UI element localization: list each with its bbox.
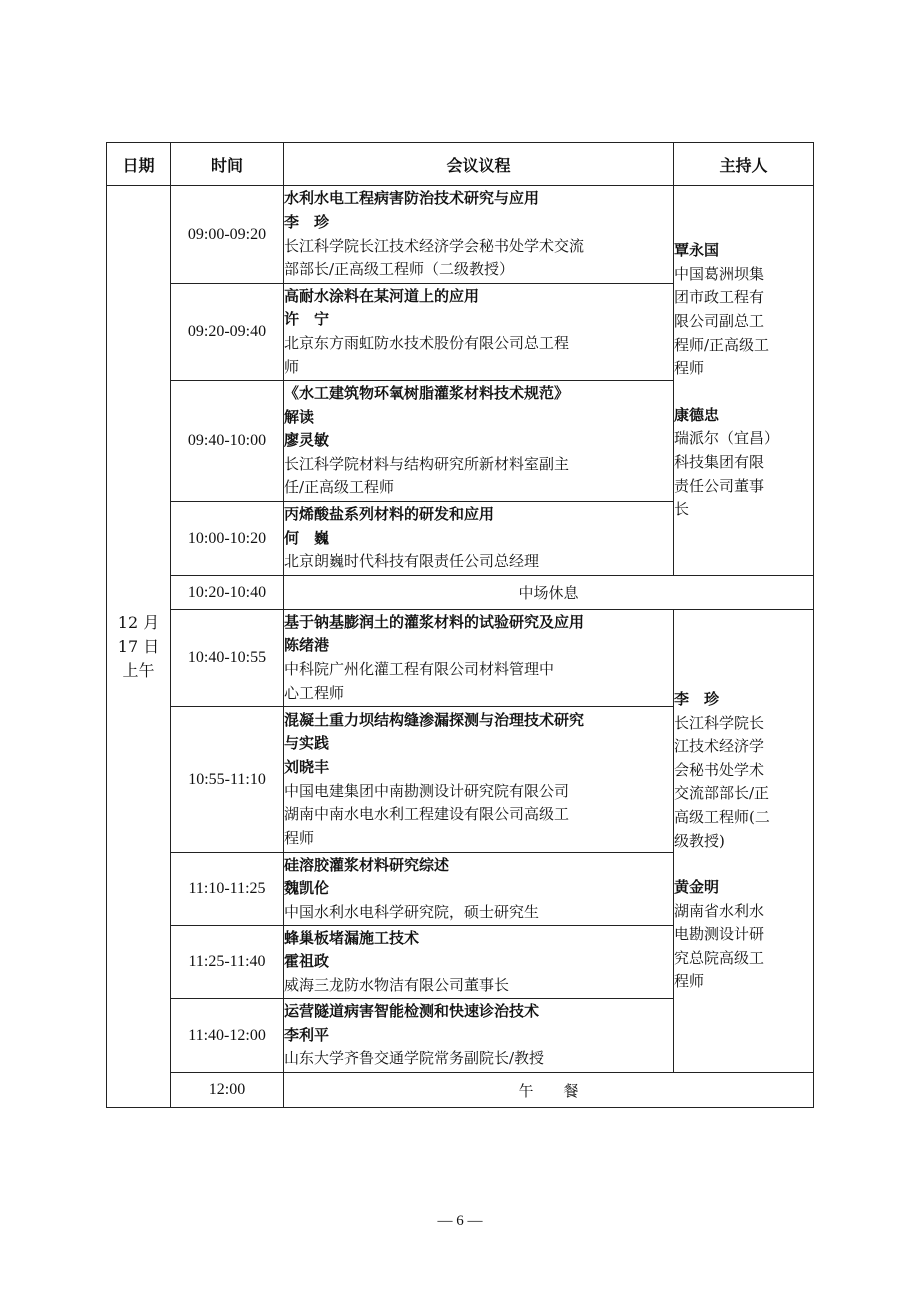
speaker-affiliation: 威海三龙防水物洁有限公司董事长 [284, 975, 510, 994]
talk-title: 《水工建筑物环氧树脂灌浆材料技术规范》 [284, 384, 570, 403]
host-cell [674, 186, 814, 576]
speaker-name: 何 巍 [284, 528, 330, 547]
host-title: 究总院高级工 [674, 948, 765, 967]
speaker-name: 魏凯伦 [284, 879, 330, 898]
talk-cell [284, 707, 674, 853]
talk-cell [284, 502, 674, 576]
talk-cell [284, 853, 674, 926]
header-time: 时间 [171, 143, 284, 186]
speaker-affiliation: 长江科学院材料与结构研究所新材料室副主 [284, 454, 570, 473]
time-cell: 09:20-09:40 [171, 284, 284, 381]
host-name: 黄金明 [674, 878, 720, 897]
host-title: 会秘书处学术 [674, 760, 765, 779]
date-period: 上午 [122, 660, 155, 680]
talk-title: 混凝土重力坝结构缝渗漏探测与治理技术研究 [284, 710, 585, 729]
speaker-name: 霍祖政 [284, 952, 330, 971]
time-cell: 10:00-10:20 [171, 502, 284, 576]
host-title: 湖南省水利水 [674, 901, 765, 920]
host-title: 程师 [674, 972, 705, 991]
lunch-row [107, 1073, 814, 1108]
talk-cell [284, 284, 674, 381]
speaker-affiliation: 北京东方雨虹防水技术股份有限公司总工程 [284, 334, 570, 352]
talk-cell [284, 926, 674, 999]
header-host: 主持人 [674, 143, 814, 186]
table-row [107, 186, 814, 284]
break-row [107, 576, 814, 610]
talk-title: 运营隧道病害智能检测和快速诊治技术 [284, 1002, 540, 1021]
speaker-name: 李利平 [284, 1025, 330, 1044]
host-title: 级教授) [674, 831, 725, 850]
speaker-affiliation: 山东大学齐鲁交通学院常务副院长/教授 [284, 1049, 545, 1068]
page-number: — 6 — [437, 1213, 483, 1229]
host-name: 康德忠 [674, 405, 720, 424]
time-cell: 11:40-12:00 [171, 999, 284, 1073]
speaker-affiliation: 任/正高级工程师 [284, 478, 395, 497]
header-row [107, 143, 814, 186]
talk-cell [284, 381, 674, 502]
speaker-name: 李 珍 [284, 212, 330, 231]
host-title: 程师 [674, 359, 705, 378]
header-date: 日期 [107, 143, 171, 186]
talk-cell [284, 999, 674, 1073]
date-day: 17 日 [117, 636, 160, 656]
host-name: 李 珍 [674, 689, 720, 708]
break-time: 10:20-10:40 [171, 576, 284, 610]
break-label: 中场休息 [284, 576, 814, 610]
speaker-name: 许 宁 [284, 310, 330, 329]
host-title: 责任公司董事 [674, 476, 765, 495]
speaker-name: 刘晓丰 [284, 757, 330, 776]
talk-title: 与实践 [284, 734, 330, 753]
table-row [107, 610, 814, 707]
header-agenda: 会议议程 [284, 143, 674, 186]
host-name: 覃永国 [674, 241, 720, 260]
talk-title: 解读 [284, 407, 315, 426]
agenda-table [106, 142, 814, 1108]
time-cell: 10:40-10:55 [171, 610, 284, 707]
speaker-affiliation: 中国水利水电科学研究院，硕士研究生 [284, 902, 540, 921]
host-title: 高级工程师(二 [674, 807, 770, 826]
host-title: 交流部部长/正 [674, 784, 770, 803]
talk-title: 高耐水涂料在某河道上的应用 [284, 286, 480, 305]
speaker-name: 陈绪港 [284, 636, 330, 655]
speaker-name: 廖灵敏 [284, 431, 330, 450]
host-title: 中国葛洲坝集 [674, 264, 765, 283]
host-title: 程师/正高级工 [674, 335, 770, 354]
date-month: 12 月 [117, 612, 160, 632]
speaker-affiliation: 部部长/正高级工程师（二级教授） [284, 260, 515, 279]
speaker-affiliation: 中科院广州化灌工程有限公司材料管理中 [284, 660, 555, 678]
speaker-affiliation: 北京朗巍时代科技有限责任公司总经理 [284, 552, 540, 571]
host-title: 江技术经济学 [674, 737, 765, 756]
time-cell: 11:10-11:25 [171, 853, 284, 926]
speaker-affiliation: 长江科学院长江技术经济学会秘书处学术交流 [284, 236, 585, 255]
speaker-affiliation: 心工程师 [284, 683, 345, 702]
talk-cell [284, 610, 674, 707]
host-title: 团市政工程有 [674, 288, 765, 307]
lunch-label: 午 餐 [284, 1073, 814, 1108]
host-cell [674, 610, 814, 1073]
host-title: 电勘测设计研 [674, 925, 765, 944]
time-cell: 09:00-09:20 [171, 186, 284, 284]
talk-title: 硅溶胶灌浆材料研究综述 [284, 855, 450, 874]
speaker-affiliation: 湖南中南水电水利工程建设有限公司高级工 [284, 805, 570, 824]
host-title: 科技集团有限 [674, 452, 765, 471]
speaker-affiliation: 中国电建集团中南勘测设计研究院有限公司 [284, 781, 570, 800]
lunch-time: 12:00 [171, 1073, 284, 1108]
speaker-affiliation: 程师 [284, 828, 315, 847]
talk-title: 丙烯酸盐系列材料的研发和应用 [284, 505, 495, 524]
talk-title: 水利水电工程病害防治技术研究与应用 [284, 189, 540, 208]
time-cell: 10:55-11:10 [171, 707, 284, 853]
host-title: 长江科学院长 [674, 713, 765, 732]
talk-cell [284, 186, 674, 284]
date-cell [107, 186, 171, 1108]
time-cell: 11:25-11:40 [171, 926, 284, 999]
host-title: 瑞派尔（宜昌） [674, 429, 780, 448]
speaker-affiliation: 师 [284, 357, 300, 376]
host-title: 长 [674, 500, 690, 519]
time-cell: 09:40-10:00 [171, 381, 284, 502]
talk-title: 基于钠基膨润土的灌浆材料的试验研究及应用 [284, 612, 585, 631]
host-title: 限公司副总工 [674, 312, 765, 331]
talk-title: 蜂巢板堵漏施工技术 [284, 928, 420, 947]
